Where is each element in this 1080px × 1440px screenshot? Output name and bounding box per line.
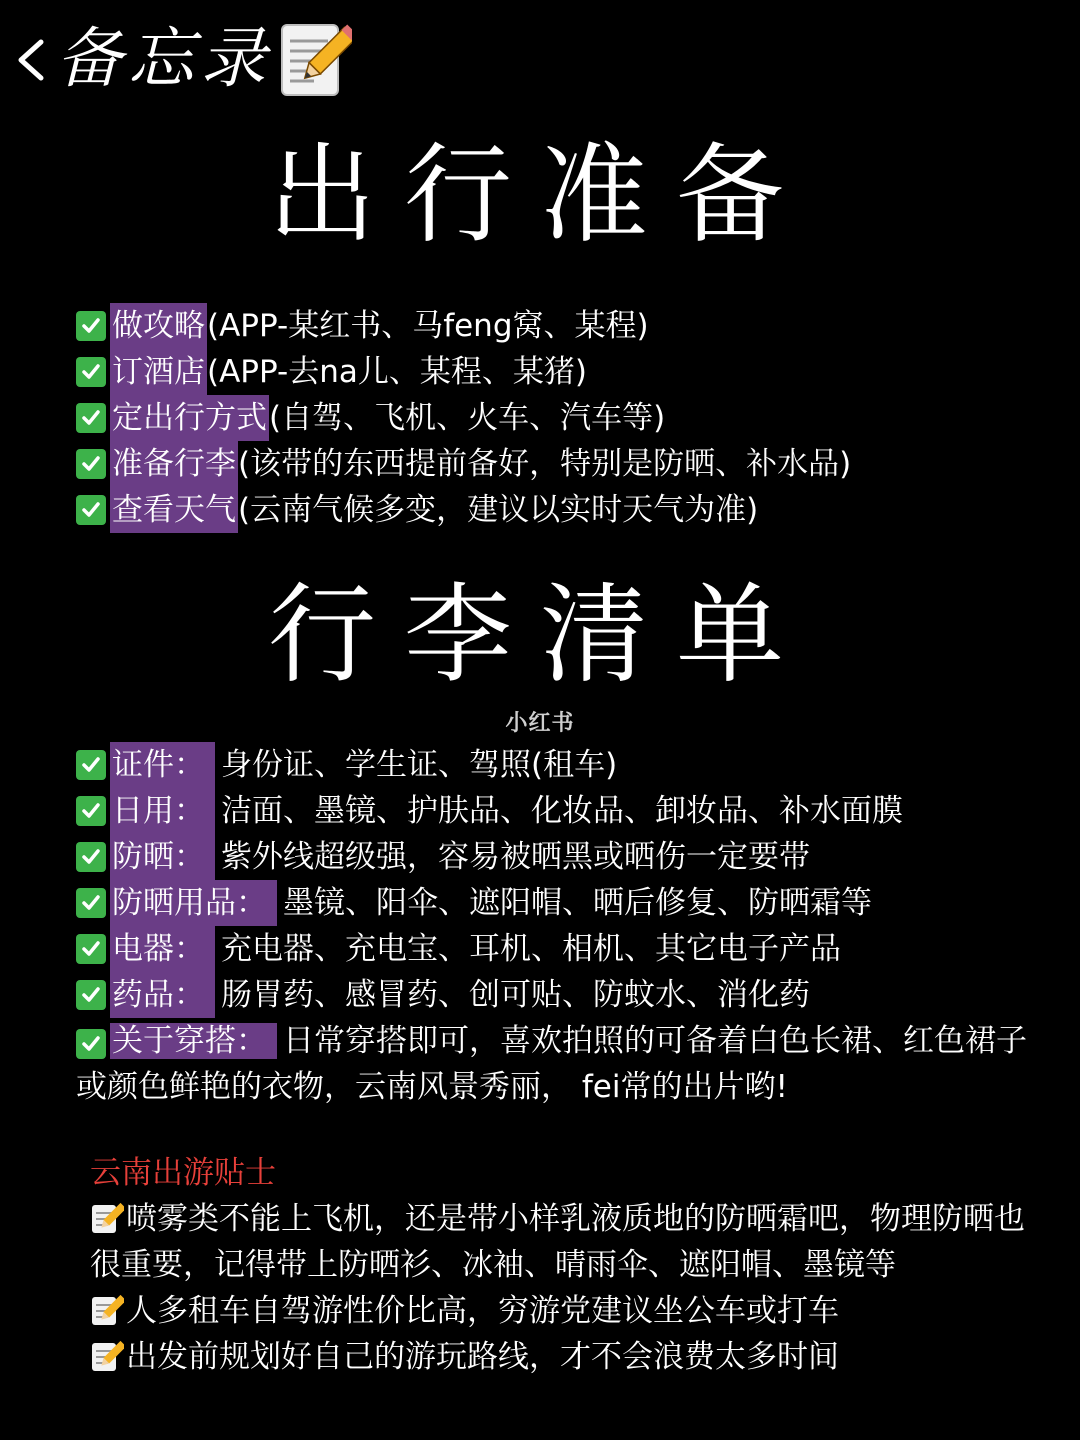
list-item xyxy=(76,972,1046,1018)
item-key: 防晒用品： xyxy=(110,880,277,926)
tips-section xyxy=(90,1150,1040,1380)
chevron-left-icon[interactable] xyxy=(10,29,50,89)
watermark: 小红书 xyxy=(505,711,575,736)
item-key: 防晒： xyxy=(110,834,215,880)
list-item xyxy=(76,880,1046,926)
item-text: (云南气候多变，建议以实时天气为准) xyxy=(238,492,759,528)
item-key: 准备行李 xyxy=(110,441,238,487)
tip-text: 出发前规划好自己的游玩路线，才不会浪费太多时间 xyxy=(126,1339,839,1375)
list-item xyxy=(76,788,1046,834)
item-key: 日用： xyxy=(110,788,215,834)
check-icon xyxy=(76,311,106,341)
item-text: 墨镜、阳伞、遮阳帽、晒后修复、防晒霜等 xyxy=(283,885,872,921)
item-key: 订酒店 xyxy=(110,349,207,395)
pack-list xyxy=(76,742,1046,1110)
item-text: (自驾、飞机、火车、汽车等) xyxy=(269,400,666,436)
check-icon xyxy=(76,449,106,479)
check-icon xyxy=(76,403,106,433)
item-text: 洁面、墨镜、护肤品、化妆品、卸妆品、补水面膜 xyxy=(221,793,903,829)
header xyxy=(10,14,352,104)
section-title-prep: 出行准备 xyxy=(267,133,812,258)
memo-pencil-icon xyxy=(90,1293,124,1327)
item-key: 定出行方式 xyxy=(110,395,269,441)
check-icon xyxy=(76,934,106,964)
list-item xyxy=(76,1018,1046,1110)
item-key: 做攻略 xyxy=(110,303,207,349)
check-icon xyxy=(76,1029,106,1059)
item-key: 证件： xyxy=(110,742,215,788)
list-item xyxy=(76,395,851,441)
list-item xyxy=(76,349,851,395)
item-key: 查看天气 xyxy=(110,487,238,533)
check-icon xyxy=(76,842,106,872)
list-item xyxy=(76,303,851,349)
tips-title: 云南出游贴士 xyxy=(90,1155,276,1191)
item-text: (APP-某红书、马feng窝、某程) xyxy=(207,308,649,344)
item-key: 药品： xyxy=(110,972,215,1018)
memo-pencil-icon xyxy=(90,1339,124,1373)
page-title: 备忘录 xyxy=(56,20,272,97)
item-text: 肠胃药、感冒药、创可贴、防蚊水、消化药 xyxy=(221,977,810,1013)
item-key: 电器： xyxy=(110,926,215,972)
check-icon xyxy=(76,357,106,387)
tip-item xyxy=(90,1334,1040,1380)
tip-text: 喷雾类不能上飞机，还是带小样乳液质地的防晒霜吧，物理防晒也很重要，记得带上防晒衫、冰袖、晴雨伞、遮阳帽、墨镜等 xyxy=(90,1201,1025,1283)
prep-list xyxy=(76,303,851,533)
tip-item xyxy=(90,1196,1040,1288)
item-key: 关于穿搭： xyxy=(110,1023,277,1059)
list-item xyxy=(76,487,851,533)
list-item xyxy=(76,742,1046,788)
item-text: 紫外线超级强，容易被晒黑或晒伤一定要带 xyxy=(221,839,810,875)
tip-text: 人多租车自驾游性价比高，穷游党建议坐公车或打车 xyxy=(126,1293,839,1329)
check-icon xyxy=(76,495,106,525)
memo-pencil-icon xyxy=(278,17,352,101)
list-item xyxy=(76,441,851,487)
tip-item xyxy=(90,1288,1040,1334)
check-icon xyxy=(76,980,106,1010)
check-icon xyxy=(76,796,106,826)
list-item xyxy=(76,834,1046,880)
check-icon xyxy=(76,750,106,780)
item-text: 充电器、充电宝、耳机、相机、其它电子产品 xyxy=(221,931,841,967)
check-icon xyxy=(76,888,106,918)
item-text: 身份证、学生证、驾照(租车) xyxy=(221,747,618,783)
memo-pencil-icon xyxy=(90,1201,124,1235)
item-text: 日常穿搭即可，喜欢拍照的可备着白色长裙、红色裙子或颜色鲜艳的衣物，云南风景秀丽， fei常的出片哟! xyxy=(76,1023,1027,1105)
item-text: (该带的东西提前备好，特别是防晒、补水品) xyxy=(238,446,852,482)
section-title-pack: 行李清单 xyxy=(267,573,812,698)
list-item xyxy=(76,926,1046,972)
item-text: (APP-去na儿、某程、某猪) xyxy=(207,354,587,390)
